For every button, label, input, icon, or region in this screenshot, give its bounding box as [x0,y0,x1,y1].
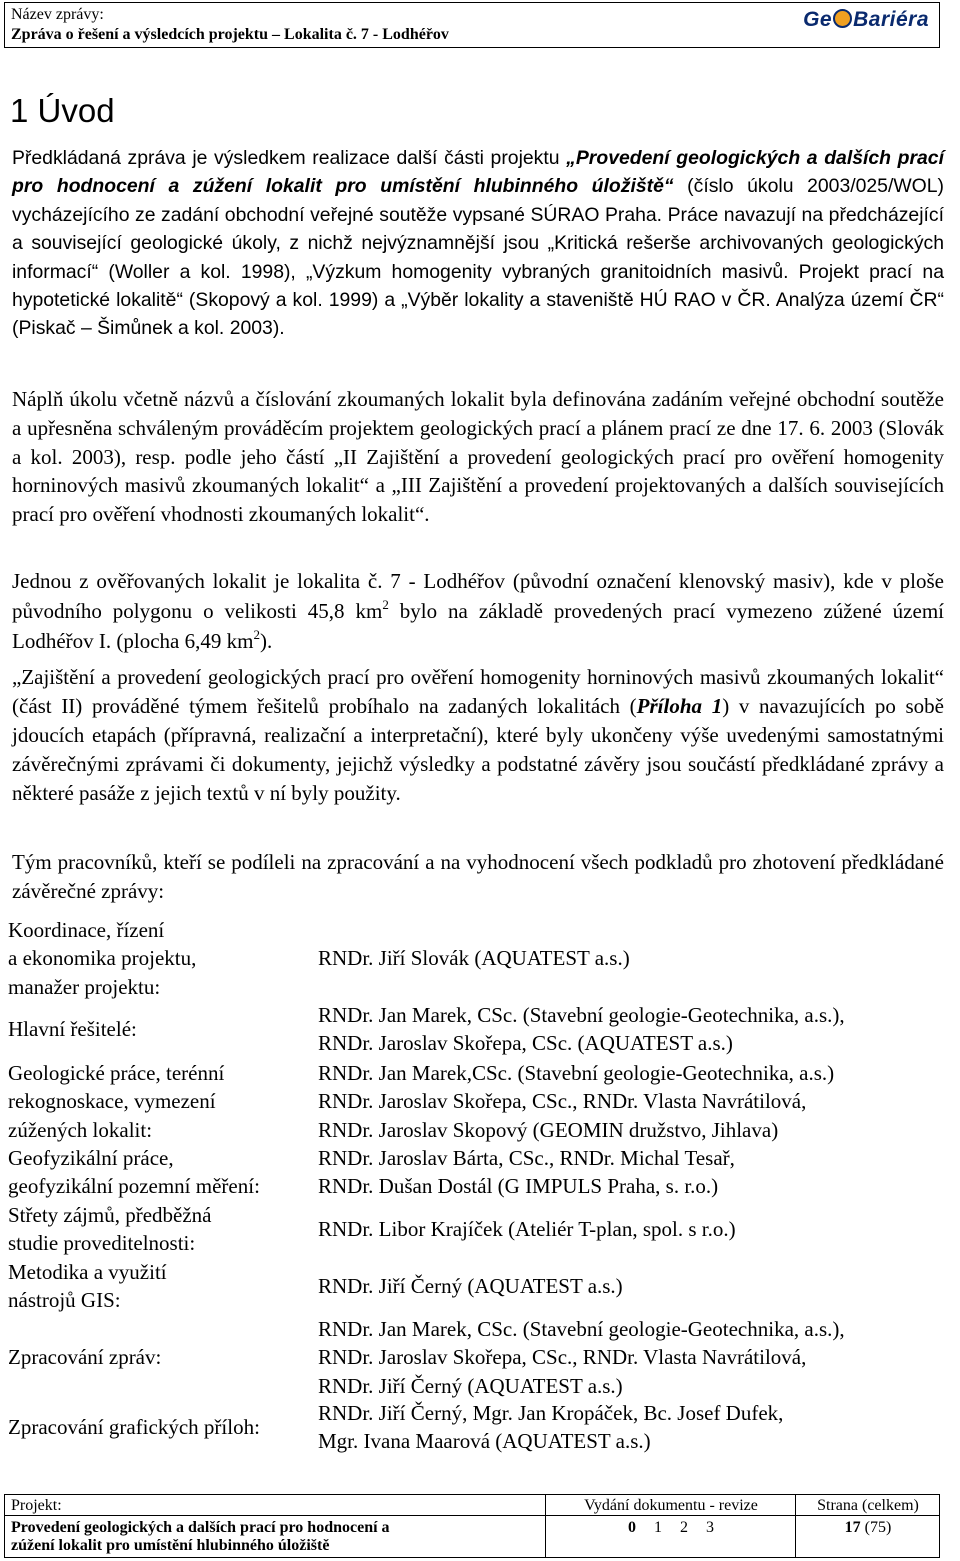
paragraph-stages: „Zajištění a provedení geologických prací pro ověření homogenity horninových masivů zkoumaných lokalit“ (část II) prováděné týmem řešitelů probíhalo na zadaných lokalitách (Příloha 1) v navazujících po sobě jdoucích etapách (přípravná, realizační a interpretační), které byly ukončeny výše uvedenými samostatnými závěrečnými zprávami či dokumenty, jejichž výsledky a podstatné závěry jsou součástí předkládané zprávy a některé pasáže z jejich textů v ní byly použity. [12,665,944,805]
team-role: Střety zájmů, předběžná studie proveditelnosti: [8,1203,212,1256]
paragraph-team-intro: Tým pracovníků, kteří se podíleli na zpracování a na vyhodnocení všech podkladů pro zhotovení předkládané závěrečné zprávy: [12,850,944,903]
paragraph-locality: Jednou z ověřovaných lokalit je lokalita č. 7 - Lodhéřov (původní označení klenovský masiv), kde v ploše původního polygonu o velikosti 45,8 $km^2$ bylo na základě provedených prací vymezeno zúžené území Lodhéřov I. (plocha 6,49 $km^2$). [12,569,944,653]
team-people: RNDr. Jiří Černý, Mgr. Jan Kropáček, Bc. Josef Dufek, Mgr. Ivana Maarová (AQUATEST a.s.) [318,1401,784,1454]
project-title-emphasis: „Provedení geologických a dalších prací pro hodnocení a zúžení lokalit pro umístění hlubinného úložiště“ [12,147,944,198]
team-role: Koordinace, řízení a ekonomika projektu, manažer projektu: [8,918,197,999]
revision-current: 0 [628,1519,636,1536]
footer-page: Strana (celkem) 17 (75) [795,1495,940,1557]
footer-project-title-cont: zúžení lokalit pro umístění hlubinného úložiště [11,1537,330,1554]
team-role: Zpracování grafických příloh: [8,1415,260,1439]
footer-project-title: Provedení geologických a dalších prací pro hodnocení a [11,1519,390,1536]
team-role: Metodika a využití nástrojů GIS: [8,1260,167,1313]
appendix-reference: Příloha 1 [636,694,723,718]
team-role: Hlavní řešitelé: [8,1017,137,1041]
document-header [4,2,940,48]
paragraph-scope: Náplň úkolu včetně názvů a číslování zkoumaných lokalit byla definována zadáním veřejné obchodní soutěže a upřesněna schváleným prováděcím projektem geologických prací a plánem prací ze dne 17. 6. 2003 (Slovák a kol. 2003), resp. podle jeho částí „II Zajištění a provedení geologických prací pro ověření homogenity horninových masivů zkoumaných lokalit“ a „III Zajištění a provedení projektovaných a dalších souvisejících prací pro ověření vhodnosti zkoumaných lokalit“. [12,387,944,527]
globe-icon [833,9,852,28]
paragraph-intro: Předkládaná zpráva je výsledkem realizace další části projektu „Provedení geologických a dalších prací pro hodnocení a zúžení lokalit pro umístění hlubinného úložiště“ (číslo úkolu 2003/025/WOL) vycházejícího ze zadání obchodní veřejné soutěže vypsané SÚRAO Praha. Práce navazují na předcházející a související geologické úkoly, z nichž nejvýznamnější jsou „Kritická rešerše archivovaných geologických informací“ (Woller a kol. 1998), „Výzkum homogenity vybraných granitoidních masivů. Projekt prací na hypotetické lokalitě“ (Skopový a kol. 1999) a „Výběr lokality a staveniště HÚ RAO v ČR. Analýza území ČR“ (Piskač – Šimůnek a kol. 2003). [12,147,944,340]
report-name-label: Název zprávy: [11,6,104,23]
geobariera-logo: Ge Bariéra [803,8,929,31]
footer-revision: Vydání dokumentu - revize 0 1 2 3 [545,1495,796,1557]
team-people: RNDr. Jan Marek,CSc. (Stavební geologie-Geotechnika, a.s.) RNDr. Jaroslav Skořepa, CSc., RNDr. Vlasta Navrátilová, RNDr. Jaroslav Skopový (GEOMIN družstvo, Jihlava) [318,1061,835,1142]
team-people: RNDr. Jiří Slovák (AQUATEST a.s.) [318,946,630,970]
document-footer [4,1494,940,1558]
section-heading: 1 Úvod [10,92,115,129]
team-role: Geofyzikální práce, geofyzikální pozemní měření: [8,1146,260,1199]
team-people: RNDr. Jaroslav Bárta, CSc., RNDr. Michal Tesař, RNDr. Dušan Dostál (G IMPULS Praha, s. r.o.) [318,1146,735,1199]
team-people: RNDr. Jan Marek, CSc. (Stavební geologie-Geotechnika, a.s.), RNDr. Jaroslav Skořepa, CSc. (AQUATEST a.s.) [318,1003,845,1056]
team-role: Geologické práce, terénní rekognoskace, vymezení zúžených lokalit: [8,1061,225,1142]
team-people: RNDr. Jiří Černý (AQUATEST a.s.) [318,1274,623,1298]
team-people: RNDr. Libor Krajíček (Ateliér T-plan, spol. s r.o.) [318,1217,736,1241]
report-title: Zpráva o řešení a výsledcích projektu – Lokalita č. 7 - Lodhéřov [11,26,449,43]
team-role: Zpracování zpráv: [8,1345,162,1369]
team-people: RNDr. Jan Marek, CSc. (Stavební geologie-Geotechnika, a.s.), RNDr. Jaroslav Skořepa, CSc., RNDr. Vlasta Navrátilová, RNDr. Jiří Černý (AQUATEST a.s.) [318,1317,845,1398]
page-number: 17 (75) [844,1519,892,1536]
revision-numbers: 0 1 2 3 [628,1519,714,1536]
footer-project: Projekt: Provedení geologických a dalších prací pro hodnocení a zúžení lokalit pro umístění hlubinného úložiště [5,1495,545,1557]
